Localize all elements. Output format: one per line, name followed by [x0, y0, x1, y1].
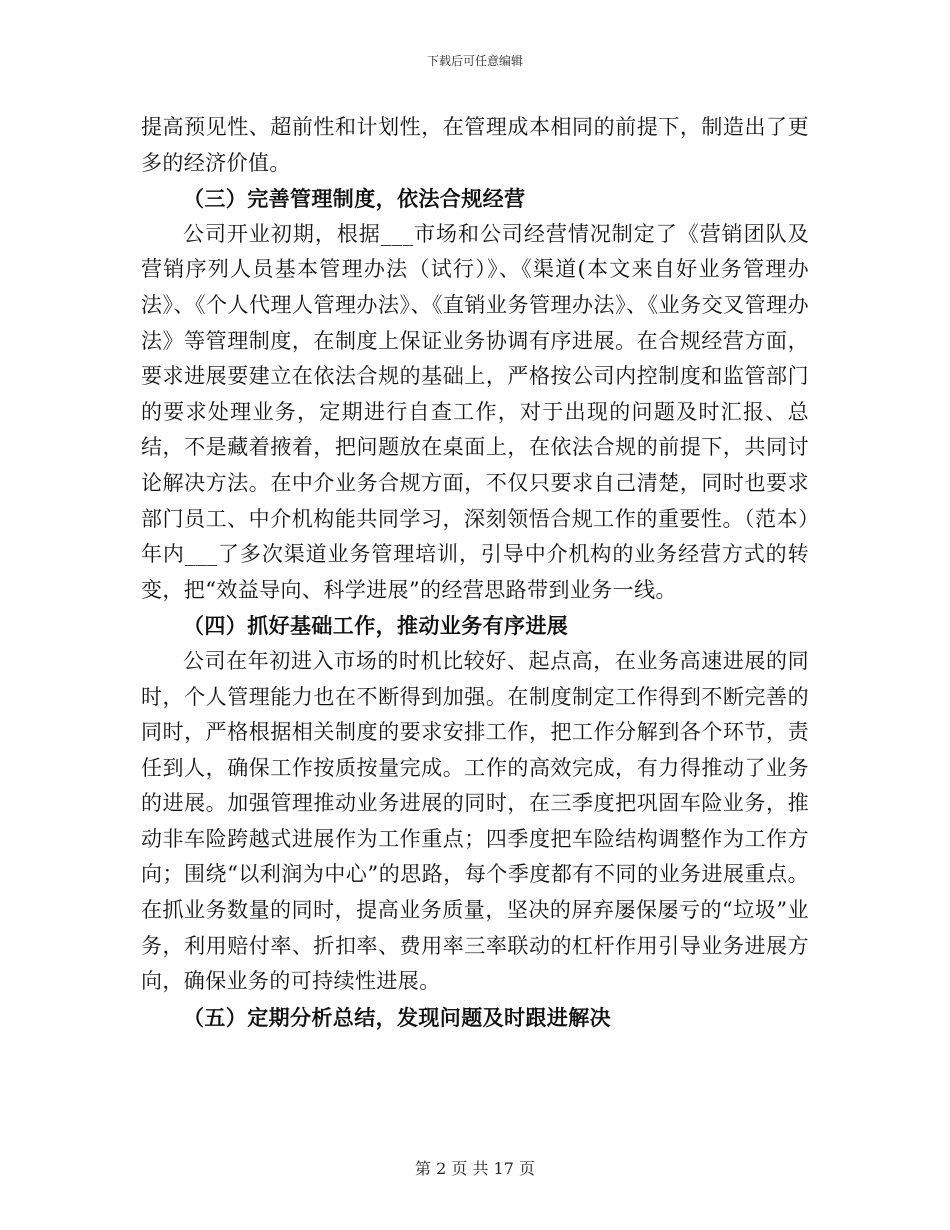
page-footer — [0, 1156, 950, 1179]
section-heading-3: （三）完善管理制度，依法合规经营 — [183, 186, 526, 212]
page-number: 第 2 页 共 17 页 — [415, 1159, 535, 1178]
paragraph-continuation: 提高预见性、超前性和计划性，在管理成本相同的前提下，制造出了更多的经济价值。 — [141, 115, 809, 175]
paragraph-section-4: 公司在年初进入市场的时机比较好、起点高，在业务高速进展的同时，个人管理能力也在不断得到加强。在制度制定工作得到不断完善的同时，严格根据相关制度的要求安排工作，把工作分解到各个环节，责任到人，确保工作按质按量完成。工作的高效完成，有力得推动了业务的进展。加强管理推动业务进展的同时，在三季度把巩固车险业务，推动非车险跨越式进展作为工作重点；四季度把车险结构调整作为工作方向；围绕“以利润为中心”的思路，每个季度都有不同的业务进展重点。在抓业务数量的同时，提高业务质量，坚决的屏弃屡保屡亏的“垃圾”业务，利用赔付率、折扣率、费用率三率联动的杠杆作用引导业务进展方向，确保业务的可持续性进展。 — [141, 648, 809, 994]
document-body — [141, 110, 809, 1035]
section-heading-5: （五）定期分析总结，发现问题及时跟进解决 — [183, 1004, 611, 1030]
paragraph-section-3: 公司开业初期，根据___市场和公司经营情况制定了《营销团队及营销序列人员基本管理办法（试行）》、《渠道(本文来自好业务管理办法》、《个人代理人管理办法》、《直销业务管理办法》、《业务交叉管理办法》等管理制度，在制度上保证业务协调有序进展。在合规经营方面，要求进展要建立在依法合规的基础上，严格按公司内控制度和监管部门的要求处理业务，定期进行自查工作，对于出现的问题及时汇报、总结，不是藏着掖着，把问题放在桌面上，在依法合规的前提下，共同讨论解决方法。在中介业务合规方面，不仅只要求自己清楚，同时也要求部门员工、中介机构能共同学习，深刻领悟合规工作的重要性。（范本）年内___了多次渠道业务管理培训，引导中介机构的业务经营方式的转变，把“效益导向、科学进展”的经营思路带到业务一线。 — [141, 221, 809, 602]
section-heading-4: （四）抓好基础工作，推动业务有序进展 — [183, 613, 569, 639]
page-header — [0, 52, 950, 69]
header-note: 下载后可任意编辑 — [426, 54, 523, 68]
